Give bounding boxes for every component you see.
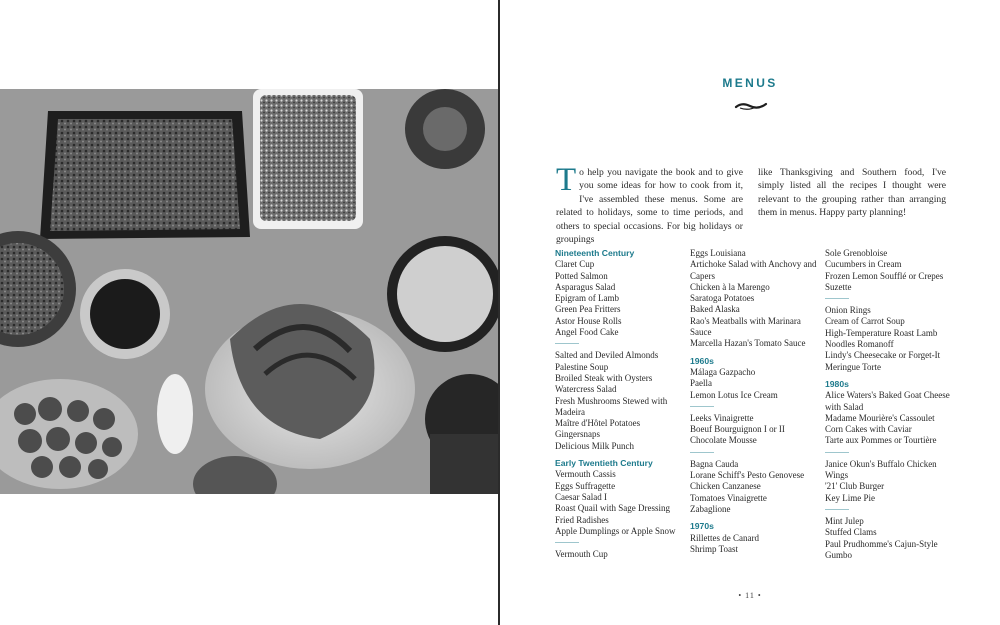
menu-item: Bagna Cauda	[690, 458, 739, 469]
menu-item: Corn Cakes with Caviar	[825, 424, 912, 435]
menu-item: Cream of Carrot Soup	[825, 316, 905, 327]
menu-item: Caesar Salad I	[555, 491, 607, 502]
menu-item: Roast Quail with Sage Dressing	[555, 503, 670, 514]
menu-item: Apple Dumplings or Apple Snow	[555, 525, 676, 536]
menu-item: Key Lime Pie	[825, 492, 875, 503]
menu-item: Lorane Schiff's Pesto Genovese	[690, 470, 805, 481]
menu-item: Eggs Louisiana	[690, 248, 746, 258]
feast-table-photo	[0, 89, 498, 494]
right-page	[500, 0, 1000, 625]
menu-item: Paella	[690, 378, 712, 389]
feast-photo-illustration	[0, 89, 498, 494]
menu-item: Salted and Deviled Almonds	[555, 350, 659, 361]
menu-divider	[825, 452, 849, 453]
menu-item: Broiled Steak with Oysters	[555, 372, 653, 383]
menu-item: Cucumbers in Cream	[825, 259, 902, 270]
menu-item: Boeuf Bourguignon I or II	[690, 424, 785, 435]
drop-cap: T	[556, 162, 577, 198]
menu-item: Claret Cup	[555, 259, 595, 270]
menu-item: Leeks Vinaigrette	[690, 412, 754, 423]
menu-heading: Early Twentieth Century	[555, 458, 653, 469]
menu-group	[555, 259, 683, 338]
menu-item: Zabaglione	[690, 503, 731, 514]
menu-item: Potted Salmon	[555, 270, 608, 281]
menu-group	[825, 459, 955, 504]
menu-divider	[825, 298, 849, 299]
menu-column-2	[690, 248, 818, 555]
left-page	[0, 0, 498, 625]
intro-paragraph-part-1	[556, 162, 743, 246]
menu-item: Málaga Gazpacho	[690, 366, 756, 377]
menu-divider	[690, 406, 714, 407]
menu-item: Eggs Suffragette	[555, 480, 616, 491]
menu-heading: 1980s	[825, 378, 849, 389]
menu-item: Lemon Lotus Ice Cream	[690, 389, 778, 400]
menu-item: Vermouth Cup	[555, 549, 608, 560]
menu-heading: 1970s	[690, 521, 714, 532]
menu-item: Saratoga Potatoes	[690, 293, 755, 304]
menu-group	[690, 533, 818, 556]
menu-divider	[555, 343, 579, 344]
menu-item: Artichoke Salad with Anchovy and Capers	[690, 259, 817, 281]
menu-item: Rao's Meatballs with Marinara Sauce	[690, 315, 801, 338]
intro-text-1: o help you navigate the book and to give you some ideas for how to cook from it, I've assembled these menus. Some are related to holidays, some to time periods, and others to special occasions. For big holidays or groupings	[556, 167, 743, 246]
menu-item: Asparagus Salad	[555, 281, 616, 292]
menu-item: Vermouth Cassis	[555, 469, 616, 480]
flourish-ornament-icon	[734, 100, 768, 112]
menu-item: Alice Waters's Baked Goat Cheese with Salad	[825, 390, 950, 412]
menu-column-3	[825, 248, 955, 561]
menu-group	[825, 248, 955, 293]
menu-item: Tarte aux Pommes or Tourtière	[825, 435, 937, 446]
menu-column-1	[555, 248, 683, 560]
menu-item: Mint Julep	[825, 515, 864, 526]
menu-item: Angel Food Cake	[555, 327, 619, 338]
menu-item: Paul Prudhomme's Cajun-Style Gumbo	[825, 538, 938, 560]
menu-item: Lindy's Cheesecake or Forget-It Meringue Torte	[825, 350, 941, 372]
menu-item: Tomatoes Vinaigrette	[690, 492, 767, 503]
menu-group	[555, 549, 683, 560]
menu-divider	[690, 452, 714, 453]
menu-item: '21' Club Burger	[825, 481, 885, 492]
menu-item: Epigram of Lamb	[555, 293, 619, 304]
menu-item: Baked Alaska	[690, 304, 740, 315]
menu-heading: 1960s	[690, 355, 714, 366]
menu-item: Chicken à la Marengo	[690, 281, 770, 292]
menu-group	[555, 469, 683, 537]
menu-item: Shrimp Toast	[690, 543, 738, 554]
menu-item: Madame Mourière's Cassoulet	[825, 412, 935, 423]
menu-item: Fresh Mushrooms Stewed with Madeira	[555, 395, 668, 417]
page-number: • 11 •	[738, 591, 762, 600]
menu-item: Chicken Canzanese	[690, 481, 761, 492]
intro-paragraph-part-2: like Thanksgiving and Southern food, I've simply listed all the recipes I thought were relevant to the grouping rather than arranging them in menus. Happy party planning!	[758, 167, 946, 219]
menu-item: Astor House Rolls	[555, 315, 622, 326]
menu-divider	[825, 509, 849, 510]
menu-group	[690, 248, 818, 350]
menu-item: Delicious Milk Punch	[555, 440, 634, 451]
menu-item: Frozen Lemon Soufflé or Crepes Suzette	[825, 270, 944, 292]
menu-item: Gingersnaps	[555, 429, 600, 440]
menu-item: Rillettes de Canard	[690, 532, 759, 543]
menu-item: Janice Okun's Buffalo Chicken Wings	[825, 458, 937, 481]
menu-divider	[555, 542, 579, 543]
menu-item: Fried Radishes	[555, 514, 609, 525]
menu-group	[690, 367, 818, 401]
menu-item: Sole Grenobloise	[825, 248, 888, 258]
menu-item: Palestine Soup	[555, 361, 609, 372]
menu-group	[690, 459, 818, 515]
menu-group	[825, 516, 955, 561]
menu-item: Maître d'Hôtel Potatoes	[555, 418, 641, 429]
page-title: MENUS	[722, 76, 778, 90]
menu-group	[690, 413, 818, 447]
menu-item: Onion Rings	[825, 305, 871, 316]
menu-item: Noodles Romanoff	[825, 339, 894, 350]
menu-group	[555, 350, 683, 452]
menu-item: Marcella Hazan's Tomato Sauce	[690, 338, 806, 349]
menu-item: High-Temperature Roast Lamb	[825, 327, 938, 338]
menu-item: Watercress Salad	[555, 384, 617, 395]
menu-group	[825, 390, 955, 446]
menu-heading: Nineteenth Century	[555, 248, 635, 258]
menu-group	[825, 305, 955, 373]
menu-item: Stuffed Clams	[825, 527, 877, 538]
menu-item: Green Pea Fritters	[555, 304, 621, 315]
menu-item: Chocolate Mousse	[690, 435, 757, 446]
